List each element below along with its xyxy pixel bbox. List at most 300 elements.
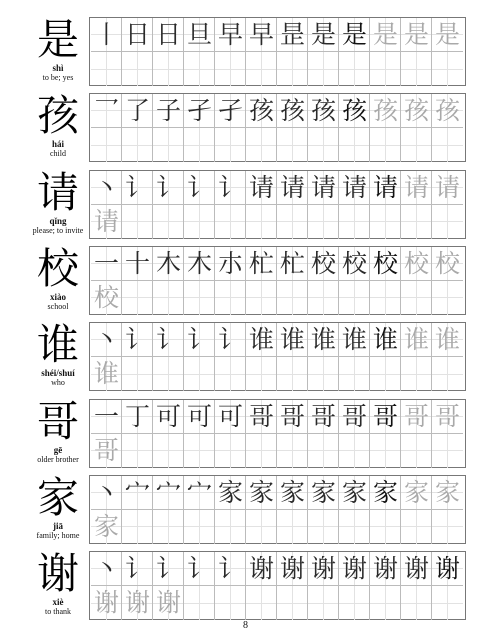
practice-cell[interactable] — [308, 52, 339, 86]
stroke-step-character: 一 — [93, 401, 119, 431]
practice-cell[interactable] — [432, 586, 463, 620]
practice-cell[interactable] — [370, 281, 401, 315]
practice-cell[interactable] — [370, 552, 401, 586]
practice-cell[interactable] — [91, 510, 122, 544]
stroke-step-character: 家 — [372, 477, 398, 507]
stroke-step-character: 校 — [372, 248, 398, 278]
stroke-step-character: 讠 — [124, 325, 150, 355]
practice-cell[interactable] — [122, 281, 153, 315]
stroke-step-character: 校 — [341, 248, 367, 278]
practice-cell[interactable] — [277, 434, 308, 468]
practice-cell[interactable] — [308, 247, 339, 281]
practice-cell[interactable] — [277, 52, 308, 86]
practice-cell[interactable] — [122, 18, 153, 52]
practice-cell[interactable] — [432, 476, 463, 510]
practice-cell[interactable] — [246, 510, 277, 544]
pinyin: gē — [53, 444, 63, 455]
practice-cell[interactable] — [277, 128, 308, 162]
practice-cell[interactable] — [339, 128, 370, 162]
practice-cell[interactable] — [432, 18, 463, 52]
practice-cell[interactable] — [153, 323, 184, 357]
practice-cell[interactable] — [277, 476, 308, 510]
practice-cell[interactable] — [122, 205, 153, 239]
practice-cell[interactable] — [308, 128, 339, 162]
practice-cell[interactable] — [246, 18, 277, 52]
practice-cell[interactable] — [246, 476, 277, 510]
practice-cell[interactable] — [122, 586, 153, 620]
trace-character: 谁 — [434, 325, 460, 355]
practice-cell[interactable] — [91, 323, 122, 357]
practice-cell[interactable] — [339, 400, 370, 434]
character-entry — [28, 322, 88, 391]
practice-cell[interactable] — [153, 171, 184, 205]
stroke-step-character: 谢 — [341, 554, 367, 584]
practice-cell[interactable] — [215, 510, 246, 544]
stroke-step-character: 子 — [155, 96, 181, 126]
practice-cell[interactable] — [339, 247, 370, 281]
practice-cell[interactable] — [153, 357, 184, 391]
practice-cell[interactable] — [91, 171, 122, 205]
practice-cell[interactable] — [184, 323, 215, 357]
practice-cell[interactable] — [339, 18, 370, 52]
practice-cell[interactable] — [401, 171, 432, 205]
practice-cell[interactable] — [122, 52, 153, 86]
stroke-step-character: 谢 — [279, 554, 305, 584]
practice-cell[interactable] — [370, 171, 401, 205]
stroke-step-character: 旦 — [186, 20, 212, 49]
practice-row — [28, 396, 466, 468]
practice-cell[interactable] — [432, 552, 463, 586]
stroke-step-character: 家 — [310, 477, 336, 507]
trace-character: 校 — [434, 248, 460, 278]
practice-cell[interactable] — [339, 205, 370, 239]
practice-cell[interactable] — [184, 18, 215, 52]
practice-cell[interactable] — [277, 323, 308, 357]
practice-cell[interactable] — [184, 400, 215, 434]
practice-cell[interactable] — [215, 323, 246, 357]
trace-character: 是 — [372, 20, 398, 49]
stroke-step-character: 家 — [217, 477, 243, 507]
practice-row — [28, 322, 466, 391]
practice-cell[interactable] — [339, 94, 370, 128]
practice-cell[interactable] — [91, 586, 122, 620]
practice-cell[interactable] — [308, 171, 339, 205]
practice-cell[interactable] — [153, 18, 184, 52]
practice-cell[interactable] — [122, 552, 153, 586]
practice-cell[interactable] — [308, 400, 339, 434]
stroke-step-character: 谁 — [341, 325, 367, 355]
practice-cell[interactable] — [91, 52, 122, 86]
practice-cell[interactable] — [184, 510, 215, 544]
practice-cell[interactable] — [308, 281, 339, 315]
practice-cell[interactable] — [432, 281, 463, 315]
stroke-step-character: 丨 — [93, 20, 119, 49]
practice-cell[interactable] — [246, 94, 277, 128]
practice-cell[interactable] — [401, 323, 432, 357]
character-entry — [28, 93, 88, 162]
practice-cell[interactable] — [401, 247, 432, 281]
practice-cell[interactable] — [246, 171, 277, 205]
practice-cell[interactable] — [184, 357, 215, 391]
practice-cell[interactable] — [215, 586, 246, 620]
stroke-step-character: 孑 — [217, 96, 243, 126]
stroke-step-character: 谁 — [279, 325, 305, 355]
practice-cell[interactable] — [401, 281, 432, 315]
stroke-step-character: 哥 — [248, 401, 274, 431]
stroke-step-character: 讠 — [155, 172, 181, 202]
trace-character: 谢 — [124, 588, 150, 618]
trace-character: 孩 — [403, 96, 429, 126]
practice-cell[interactable] — [370, 18, 401, 52]
practice-cell[interactable] — [277, 400, 308, 434]
practice-cell[interactable] — [91, 205, 122, 239]
practice-cell[interactable] — [153, 128, 184, 162]
stroke-step-character: 杧 — [279, 248, 305, 278]
practice-cell[interactable] — [153, 52, 184, 86]
practice-cell[interactable] — [184, 128, 215, 162]
practice-cell[interactable] — [308, 552, 339, 586]
practice-cell[interactable] — [370, 357, 401, 391]
stroke-step-character: 讠 — [186, 172, 212, 202]
stroke-step-character: 家 — [248, 477, 274, 507]
practice-cell[interactable] — [401, 357, 432, 391]
practice-cell[interactable] — [432, 171, 463, 205]
practice-cell[interactable] — [184, 434, 215, 468]
practice-cell[interactable] — [246, 281, 277, 315]
stroke-step-character: 朩 — [217, 248, 243, 278]
practice-cell[interactable] — [370, 94, 401, 128]
practice-cell[interactable] — [215, 476, 246, 510]
practice-cell[interactable] — [370, 128, 401, 162]
stroke-step-character: 哥 — [310, 401, 336, 431]
stroke-step-character: 是 — [310, 20, 336, 49]
character-entry — [28, 472, 88, 544]
model-character: 是 — [36, 15, 79, 64]
practice-row — [28, 472, 466, 544]
stroke-step-character: 孩 — [279, 96, 305, 126]
stroke-step-character: 十 — [124, 248, 150, 278]
practice-cell[interactable] — [401, 434, 432, 468]
stroke-step-character: 丶 — [93, 172, 119, 202]
english-meaning: to be; yes — [42, 73, 74, 82]
practice-cell[interactable] — [277, 552, 308, 586]
stroke-step-character: 乛 — [93, 96, 119, 126]
practice-cell[interactable] — [215, 400, 246, 434]
stroke-step-character: 谁 — [310, 325, 336, 355]
practice-cell[interactable] — [370, 476, 401, 510]
practice-cell[interactable] — [246, 357, 277, 391]
practice-cell[interactable] — [339, 510, 370, 544]
stroke-step-character: 木 — [186, 248, 212, 278]
practice-cell[interactable] — [91, 94, 122, 128]
practice-cell[interactable] — [122, 510, 153, 544]
practice-cell[interactable] — [308, 323, 339, 357]
practice-cell[interactable] — [184, 586, 215, 620]
practice-cell[interactable] — [277, 247, 308, 281]
practice-cell[interactable] — [308, 205, 339, 239]
practice-cell[interactable] — [401, 52, 432, 86]
practice-cell[interactable] — [401, 586, 432, 620]
model-character: 谢 — [36, 549, 79, 599]
practice-cell[interactable] — [308, 18, 339, 52]
writing-grid — [89, 475, 466, 544]
stroke-step-character: 丁 — [124, 401, 150, 431]
character-entry — [28, 396, 88, 468]
trace-character: 孩 — [372, 96, 398, 126]
practice-cell[interactable] — [277, 357, 308, 391]
practice-cell[interactable] — [122, 323, 153, 357]
practice-cell[interactable] — [432, 94, 463, 128]
stroke-step-character: 请 — [310, 172, 336, 202]
writing-grid — [89, 93, 466, 162]
practice-cell[interactable] — [122, 94, 153, 128]
stroke-step-character: 孩 — [248, 96, 274, 126]
practice-cell[interactable] — [246, 434, 277, 468]
practice-cell[interactable] — [91, 357, 122, 391]
practice-cell[interactable] — [432, 510, 463, 544]
stroke-step-character: 孑 — [186, 96, 212, 126]
stroke-step-character: 家 — [341, 477, 367, 507]
practice-cell[interactable] — [339, 52, 370, 86]
stroke-step-character: 讠 — [124, 554, 150, 584]
practice-cell[interactable] — [215, 205, 246, 239]
practice-cell[interactable] — [432, 400, 463, 434]
stroke-step-character: 了 — [124, 96, 150, 126]
practice-cell[interactable] — [277, 171, 308, 205]
practice-cell[interactable] — [184, 171, 215, 205]
practice-cell[interactable] — [122, 128, 153, 162]
practice-cell[interactable] — [184, 205, 215, 239]
practice-cell[interactable] — [432, 357, 463, 391]
stroke-step-character: 日 — [155, 20, 181, 49]
practice-cell[interactable] — [153, 434, 184, 468]
practice-cell[interactable] — [153, 94, 184, 128]
practice-cell[interactable] — [370, 510, 401, 544]
practice-cell[interactable] — [215, 171, 246, 205]
stroke-step-character: 谢 — [310, 554, 336, 584]
practice-cell[interactable] — [401, 510, 432, 544]
stroke-step-character: 谁 — [372, 325, 398, 355]
practice-cell[interactable] — [91, 247, 122, 281]
practice-cell[interactable] — [215, 18, 246, 52]
practice-cell[interactable] — [91, 434, 122, 468]
trace-character: 校 — [93, 282, 119, 312]
practice-row — [28, 551, 466, 620]
practice-cell[interactable] — [370, 586, 401, 620]
practice-row — [28, 167, 466, 239]
practice-cell[interactable] — [153, 552, 184, 586]
pinyin: jiā — [53, 520, 63, 531]
practice-cell[interactable] — [432, 247, 463, 281]
character-entry — [28, 551, 88, 620]
english-meaning: child — [50, 149, 66, 159]
practice-cell[interactable] — [401, 18, 432, 52]
english-meaning: older brother — [37, 454, 79, 464]
trace-character: 谢 — [93, 588, 119, 618]
practice-cell[interactable] — [308, 357, 339, 391]
practice-cell[interactable] — [215, 247, 246, 281]
stroke-step-character: 谢 — [403, 554, 429, 584]
practice-cell[interactable] — [277, 281, 308, 315]
practice-cell[interactable] — [122, 171, 153, 205]
stroke-step-character: 讠 — [124, 172, 150, 202]
practice-cell[interactable] — [153, 247, 184, 281]
practice-cell[interactable] — [122, 400, 153, 434]
practice-cell[interactable] — [246, 205, 277, 239]
character-entry — [28, 17, 88, 86]
english-meaning: school — [47, 301, 69, 311]
stroke-step-character: 讠 — [186, 554, 212, 584]
practice-cell[interactable] — [308, 586, 339, 620]
stroke-step-character: 谢 — [434, 554, 460, 584]
practice-row — [28, 93, 466, 162]
practice-cell[interactable] — [339, 552, 370, 586]
stroke-step-character: 杧 — [248, 248, 274, 278]
trace-character: 谁 — [93, 359, 119, 389]
practice-cell[interactable] — [370, 323, 401, 357]
stroke-step-character: 哥 — [372, 401, 398, 431]
practice-cell[interactable] — [215, 128, 246, 162]
practice-cell[interactable] — [153, 205, 184, 239]
stroke-step-character: 请 — [341, 172, 367, 202]
stroke-step-character: 早 — [217, 20, 243, 49]
practice-cell[interactable] — [184, 552, 215, 586]
practice-cell[interactable] — [308, 94, 339, 128]
practice-cell[interactable] — [277, 205, 308, 239]
practice-cell[interactable] — [432, 434, 463, 468]
practice-cell[interactable] — [91, 18, 122, 52]
trace-character: 谢 — [155, 588, 181, 618]
practice-cell[interactable] — [122, 434, 153, 468]
practice-cell[interactable] — [370, 400, 401, 434]
practice-cell[interactable] — [370, 247, 401, 281]
stroke-step-character: 谢 — [248, 554, 274, 584]
practice-cell[interactable] — [277, 510, 308, 544]
practice-cell[interactable] — [215, 552, 246, 586]
practice-cell[interactable] — [153, 586, 184, 620]
practice-cell[interactable] — [432, 323, 463, 357]
practice-cell[interactable] — [215, 434, 246, 468]
stroke-step-character: 孩 — [341, 96, 367, 126]
stroke-step-character: 讠 — [186, 325, 212, 355]
practice-cell[interactable] — [246, 128, 277, 162]
practice-cell[interactable] — [91, 476, 122, 510]
practice-cell[interactable] — [91, 128, 122, 162]
practice-cell[interactable] — [339, 357, 370, 391]
practice-cell[interactable] — [370, 205, 401, 239]
stroke-step-character: 早 — [248, 20, 274, 49]
practice-cell[interactable] — [339, 434, 370, 468]
practice-cell[interactable] — [339, 281, 370, 315]
practice-cell[interactable] — [401, 400, 432, 434]
stroke-step-character: 请 — [372, 172, 398, 202]
practice-cell[interactable] — [184, 52, 215, 86]
stroke-step-character: 宀 — [155, 477, 181, 507]
practice-cell[interactable] — [122, 357, 153, 391]
trace-character: 哥 — [403, 401, 429, 431]
practice-cell[interactable] — [246, 400, 277, 434]
practice-cell[interactable] — [215, 94, 246, 128]
practice-cell[interactable] — [215, 281, 246, 315]
practice-cell[interactable] — [122, 247, 153, 281]
practice-cell[interactable] — [91, 400, 122, 434]
trace-character: 哥 — [93, 435, 119, 465]
stroke-step-character: 请 — [248, 172, 274, 202]
stroke-step-character: 木 — [155, 248, 181, 278]
practice-cell[interactable] — [401, 128, 432, 162]
practice-cell[interactable] — [308, 510, 339, 544]
practice-cell[interactable] — [215, 52, 246, 86]
practice-cell[interactable] — [91, 552, 122, 586]
practice-cell[interactable] — [401, 94, 432, 128]
stroke-step-character: 宀 — [124, 477, 150, 507]
practice-cell[interactable] — [153, 476, 184, 510]
practice-cell[interactable] — [184, 247, 215, 281]
practice-cell[interactable] — [308, 434, 339, 468]
trace-character: 家 — [434, 477, 460, 507]
stroke-step-character: 讠 — [217, 554, 243, 584]
practice-cell[interactable] — [401, 205, 432, 239]
stroke-step-character: 校 — [310, 248, 336, 278]
practice-cell[interactable] — [432, 52, 463, 86]
practice-cell[interactable] — [339, 476, 370, 510]
practice-cell[interactable] — [246, 52, 277, 86]
model-character: 校 — [36, 243, 79, 293]
trace-character: 请 — [403, 172, 429, 202]
practice-cell[interactable] — [308, 476, 339, 510]
practice-cell[interactable] — [184, 94, 215, 128]
practice-cell[interactable] — [153, 281, 184, 315]
practice-cell[interactable] — [370, 434, 401, 468]
practice-cell[interactable] — [215, 357, 246, 391]
practice-cell[interactable] — [432, 205, 463, 239]
practice-cell[interactable] — [246, 552, 277, 586]
model-character: 哥 — [36, 396, 79, 446]
stroke-step-character: 讠 — [155, 325, 181, 355]
practice-cell[interactable] — [432, 128, 463, 162]
practice-cell[interactable] — [339, 323, 370, 357]
practice-cell[interactable] — [246, 247, 277, 281]
stroke-step-character: 丶 — [93, 554, 119, 584]
stroke-step-character: 可 — [217, 401, 243, 431]
practice-cell[interactable] — [246, 323, 277, 357]
practice-cell[interactable] — [401, 476, 432, 510]
practice-cell[interactable] — [370, 52, 401, 86]
practice-cell[interactable] — [91, 281, 122, 315]
stroke-step-character: 宀 — [186, 477, 212, 507]
practice-cell[interactable] — [277, 18, 308, 52]
practice-cell[interactable] — [184, 476, 215, 510]
stroke-step-character: 可 — [186, 401, 212, 431]
practice-cell[interactable] — [401, 552, 432, 586]
trace-character: 家 — [93, 511, 119, 541]
practice-cell[interactable] — [246, 586, 277, 620]
practice-cell[interactable] — [184, 281, 215, 315]
practice-cell[interactable] — [339, 586, 370, 620]
model-character: 孩 — [36, 91, 79, 141]
pinyin: hái — [51, 139, 64, 150]
practice-row — [28, 17, 466, 86]
stroke-step-character: 讠 — [217, 172, 243, 202]
practice-cell[interactable] — [339, 171, 370, 205]
english-meaning: who — [51, 378, 65, 388]
practice-cell[interactable] — [153, 400, 184, 434]
practice-cell[interactable] — [122, 476, 153, 510]
pinyin: shéi/shuí — [41, 368, 75, 379]
practice-cell[interactable] — [277, 586, 308, 620]
practice-cell[interactable] — [277, 94, 308, 128]
practice-cell[interactable] — [153, 510, 184, 544]
